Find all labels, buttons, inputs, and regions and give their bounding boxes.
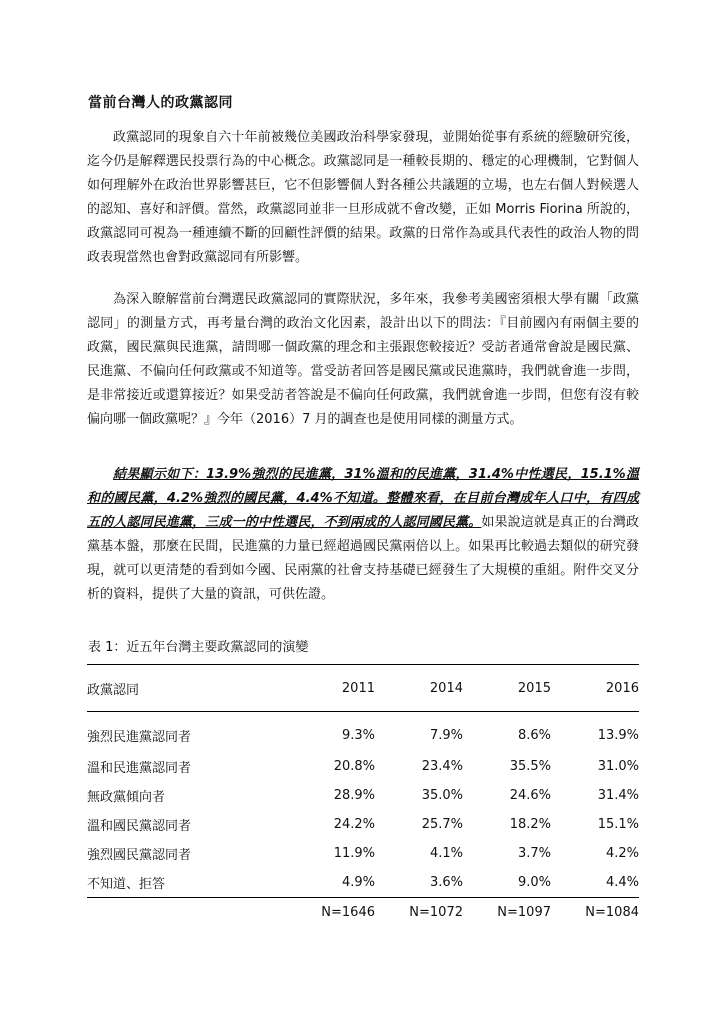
cell-text: 4.2% [605, 846, 639, 861]
header-year-text: 2014 [429, 680, 463, 696]
cell-value [287, 752, 375, 781]
cell-value [375, 752, 463, 781]
header-year-2014 [375, 665, 463, 712]
total-text: N=1084 [585, 904, 639, 920]
cell-text: 3.6% [429, 875, 463, 890]
cell-value [551, 868, 639, 898]
cell-value [463, 868, 551, 898]
header-year-2015 [463, 665, 551, 712]
total-value [375, 898, 463, 927]
table-header-row [87, 665, 639, 712]
total-value [551, 898, 639, 927]
table-row [87, 839, 639, 868]
cell-value [287, 868, 375, 898]
paragraph-intro: 政黨認同的現象自六十年前被幾位美國政治科學家發現，並開始從事有系統的經驗研究後，迄今仍是解釋選民投票行為的中心概念。政黨認同是一種較長期的、穩定的心理機制，它對個人如何理解外在政治世界影響甚巨，它不但影響個人對各種公共議題的立場，也左右個人對候選人的認知、喜好和評價。當然，政黨認同並非一旦形成就不會改變，正如 Morris Fiorina 所說的，政黨認同可視為一種連續不斷的回顧性評價的結果。政黨的日常作為或具代表性的政治人物的問政表現當然也會對政黨認同有所影響。 [87, 130, 639, 265]
cell-text: 18.2% [509, 817, 551, 832]
cell-value [551, 810, 639, 839]
cell-value [551, 752, 639, 781]
cell-value [375, 839, 463, 868]
cell-value [551, 839, 639, 868]
cell-value [375, 868, 463, 898]
paragraph-method: 為深入瞭解當前台灣選民政黨認同的實際狀況，多年來，我參考美國密須根大學有關「政黨認同」的測量方式，再考量台灣的政治文化因素，設計出以下的問法：『目前國內有兩個主要的政黨，國民黨與民進黨，請問哪一個政黨的理念和主張跟您較接近？受訪者通常會說是國民黨、民進黨、不偏向任何政黨或不知道等。當受訪者回答是國民黨或民進黨時，我們就會進一步問，是非常接近或還算接近？如果受訪者答說是不偏向任何政黨，我們就會進一步問，但您有沒有較偏向哪一個政黨呢？』今年（2016）7 月的調查也是使用同樣的測量方式。 [87, 292, 639, 427]
cell-text: 35.0% [421, 788, 463, 803]
row-label: 溫和民進黨認同者 [87, 761, 192, 776]
cell-text: 11.9% [333, 846, 375, 861]
cell-text: 4.4% [605, 875, 639, 890]
cell-value [375, 781, 463, 810]
total-value [463, 898, 551, 927]
party-identity-table [87, 664, 639, 926]
cell-text: 35.5% [509, 759, 551, 774]
cell-text: 4.1% [429, 846, 463, 861]
cell-value [463, 781, 551, 810]
table-row [87, 868, 639, 898]
header-label: 政黨認同 [87, 682, 140, 698]
cell-text: 25.7% [421, 817, 463, 832]
cell-text: 31.0% [597, 759, 639, 774]
results-highlight: 結果顯示如下：13.9%強烈的民進黨，31%溫和的民進黨，31.4%中性選民，15.1%溫和的國民黨，4.2%強烈的國民黨，4.4%不知道。整體來看，在目前台灣成年人口中，有四成五的人認同民進黨，三成一的中性選民，不到兩成的人認同國民黨。 [87, 467, 639, 530]
table-row [87, 781, 639, 810]
table-caption: 表 1：近五年台灣主要政黨認同的演變 [88, 640, 309, 655]
table-row [87, 752, 639, 781]
header-year-text: 2011 [341, 680, 375, 696]
cell-value [287, 839, 375, 868]
cell-value [463, 712, 551, 753]
paragraph-results [87, 463, 639, 607]
header-year-2016 [551, 665, 639, 712]
row-label: 強烈國民黨認同者 [87, 848, 192, 863]
cell-text: 3.7% [517, 846, 551, 861]
cell-value [287, 810, 375, 839]
total-value [287, 898, 375, 927]
cell-text: 24.2% [333, 817, 375, 832]
table-row [87, 810, 639, 839]
total-text: N=1646 [321, 904, 375, 920]
cell-value [551, 712, 639, 753]
cell-text: 13.9% [597, 727, 639, 743]
cell-text: 9.0% [517, 875, 551, 890]
cell-text: 28.9% [333, 788, 375, 803]
totals-label [87, 898, 287, 927]
cell-text: 15.1% [597, 817, 639, 832]
header-year-2011 [287, 665, 375, 712]
cell-value [375, 712, 463, 753]
cell-value [551, 781, 639, 810]
cell-value [463, 810, 551, 839]
row-label: 強烈民進黨認同者 [87, 729, 192, 745]
cell-text: 9.3% [341, 727, 375, 743]
cell-text: 31.4% [597, 788, 639, 803]
table-totals-row [87, 898, 639, 927]
cell-value [375, 810, 463, 839]
cell-text: 4.9% [341, 875, 375, 890]
cell-value [287, 712, 375, 753]
results-text: 如果說這就是真正的台灣政黨基本盤，那麼在民間，民進黨的力量已經超過國民黨兩倍以上。如果再比較過去類似的研究發現，就可以更清楚的看到如今國、民兩黨的社會支持基礎已經發生了大規模的重組。附件交叉分析的資料，提供了大量的資訊，可供佐證。 [87, 515, 639, 602]
cell-text: 24.6% [509, 788, 551, 803]
table-row [87, 712, 639, 753]
cell-text: 8.6% [517, 727, 551, 743]
row-label: 溫和國民黨認同者 [87, 819, 192, 834]
cell-value [287, 781, 375, 810]
page-title: 當前台灣人的政黨認同 [88, 95, 233, 111]
total-text: N=1097 [497, 904, 551, 920]
cell-text: 7.9% [429, 727, 463, 743]
total-text: N=1072 [409, 904, 463, 920]
cell-value [463, 839, 551, 868]
row-label: 無政黨傾向者 [87, 790, 166, 805]
header-year-text: 2015 [517, 680, 551, 696]
cell-value [463, 752, 551, 781]
header-year-text: 2016 [605, 680, 639, 696]
cell-text: 23.4% [421, 759, 463, 774]
cell-text: 20.8% [333, 759, 375, 774]
row-label: 不知道、拒答 [87, 877, 166, 892]
